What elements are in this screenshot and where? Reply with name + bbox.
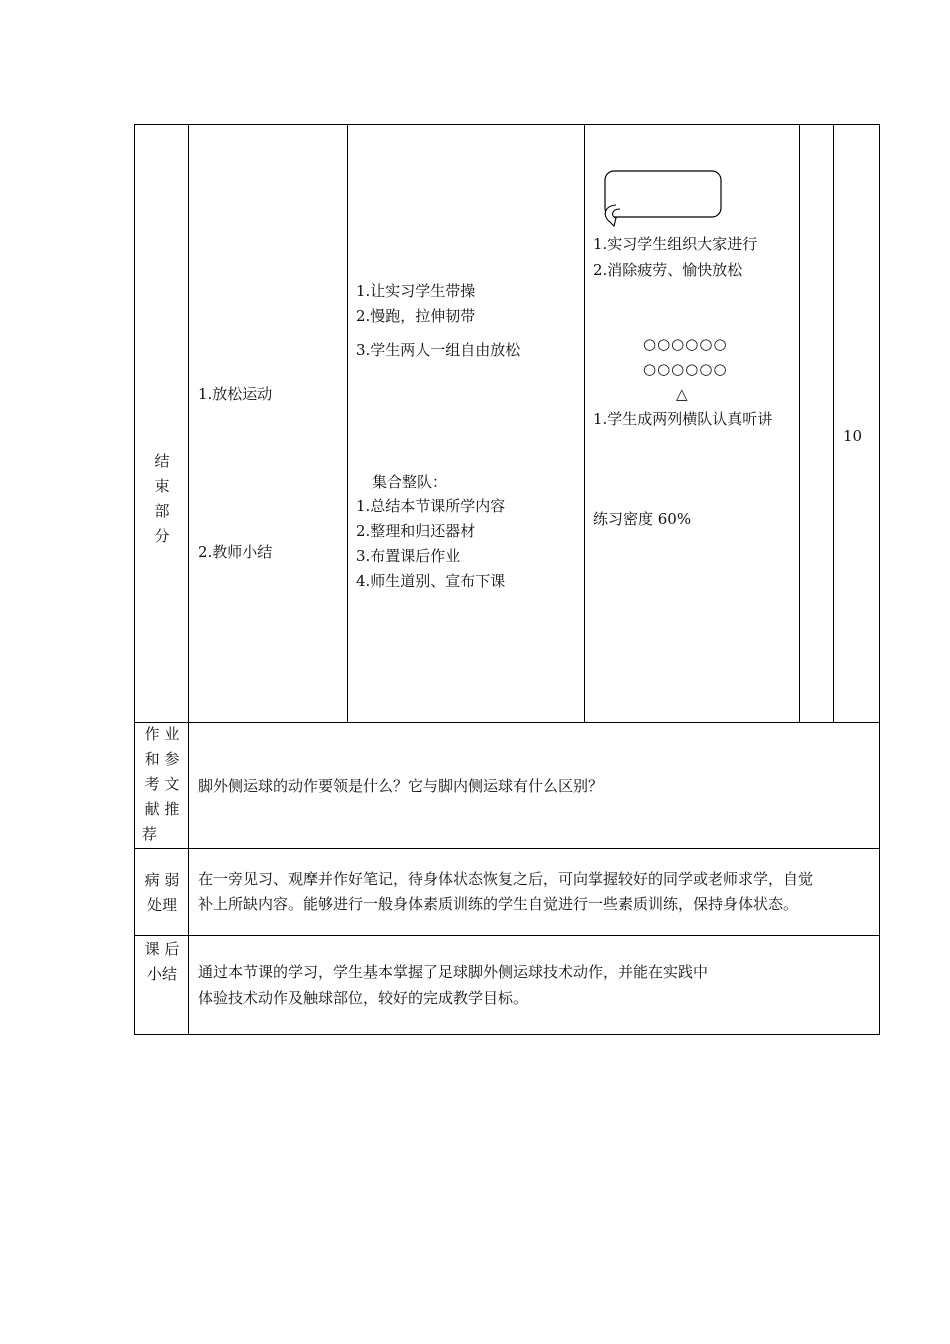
org-listen: 1.学生成两列横队认真听讲 [593,410,773,428]
col-divider-organization [584,124,585,723]
sick-label-line: 病 弱 [144,871,180,889]
section-label-reflection [139,937,185,987]
rounded-callout-box [598,168,728,228]
section-label-char: 束 [154,477,170,495]
table-border-right [879,124,880,1035]
homework-label-line: 和 参 [144,750,180,768]
homework-label-line: 献 推 [144,800,180,818]
sick-label-line: 处理 [146,896,177,914]
item-summary: 2.教师小结 [198,543,273,561]
section-label-end [147,449,177,549]
content-summary-title: 集合整队： [372,473,448,491]
homework-label-line: 考 文 [144,775,180,793]
section-label-homework [139,722,185,847]
row-divider-1 [134,722,880,723]
content-summary-2: 2.整理和归还器材 [356,522,476,540]
formation-row-1: ○○○○○○ [643,335,728,353]
col-divider-content [347,124,348,723]
section-label-char: 结 [154,452,170,470]
section-label-char: 部 [154,502,170,520]
table-border-bottom [134,1034,880,1035]
content-relax-2: 2.慢跑，拉伸韧带 [356,307,476,325]
content-summary-3: 3.布置课后作业 [356,547,461,565]
col-divider-extra1 [799,124,800,723]
reflection-text-line-1: 通过本节课的学习，学生基本掌握了足球脚外侧运球技术动作，并能在实践中 [198,963,709,981]
org-note-1: 1.实习学生组织大家进行 [593,235,758,253]
table-border-left [134,124,135,1035]
content-summary-4: 4.师生道别、宣布下课 [356,572,506,590]
teacher-triangle-icon: △ [676,385,688,403]
col-divider-label [188,124,189,1035]
sick-text-line-2: 补上所缺内容。能够进行一般身体素质训练的学生自觉进行一些素质训练，保持身体状态。 [198,895,799,913]
time-minutes: 10 [843,427,863,445]
section-label-char: 分 [154,527,170,545]
homework-label-line: 作 业 [144,725,180,743]
item-relax: 1.放松运动 [198,385,273,403]
sick-text-line-1: 在一旁见习、观摩并作好笔记，待身体状态恢复之后，可向掌握较好的同学或老师求学，自觉 [198,870,814,888]
table-border-top [134,124,880,125]
practice-density: 练习密度 60% [593,510,692,528]
reflection-label-line: 小结 [146,965,177,983]
row-divider-2 [134,848,880,849]
content-relax-3: 3.学生两人一组自由放松 [356,341,521,359]
reflection-text-line-2: 体验技术动作及触球部位，较好的完成教学目标。 [198,989,529,1007]
section-label-sick [139,868,185,918]
content-relax-1: 1.让实习学生带操 [356,282,476,300]
formation-row-2: ○○○○○○ [643,360,728,378]
reflection-label-line: 课 后 [144,940,180,958]
content-summary-1: 1.总结本节课所学内容 [356,497,506,515]
homework-label-line: 荐 [142,825,158,843]
org-note-2: 2.消除疲劳、愉快放松 [593,261,743,279]
col-divider-extra2 [833,124,834,723]
row-divider-3 [134,935,880,936]
homework-text: 脚外侧运球的动作要领是什么？它与脚内侧运球有什么区别？ [198,777,604,795]
